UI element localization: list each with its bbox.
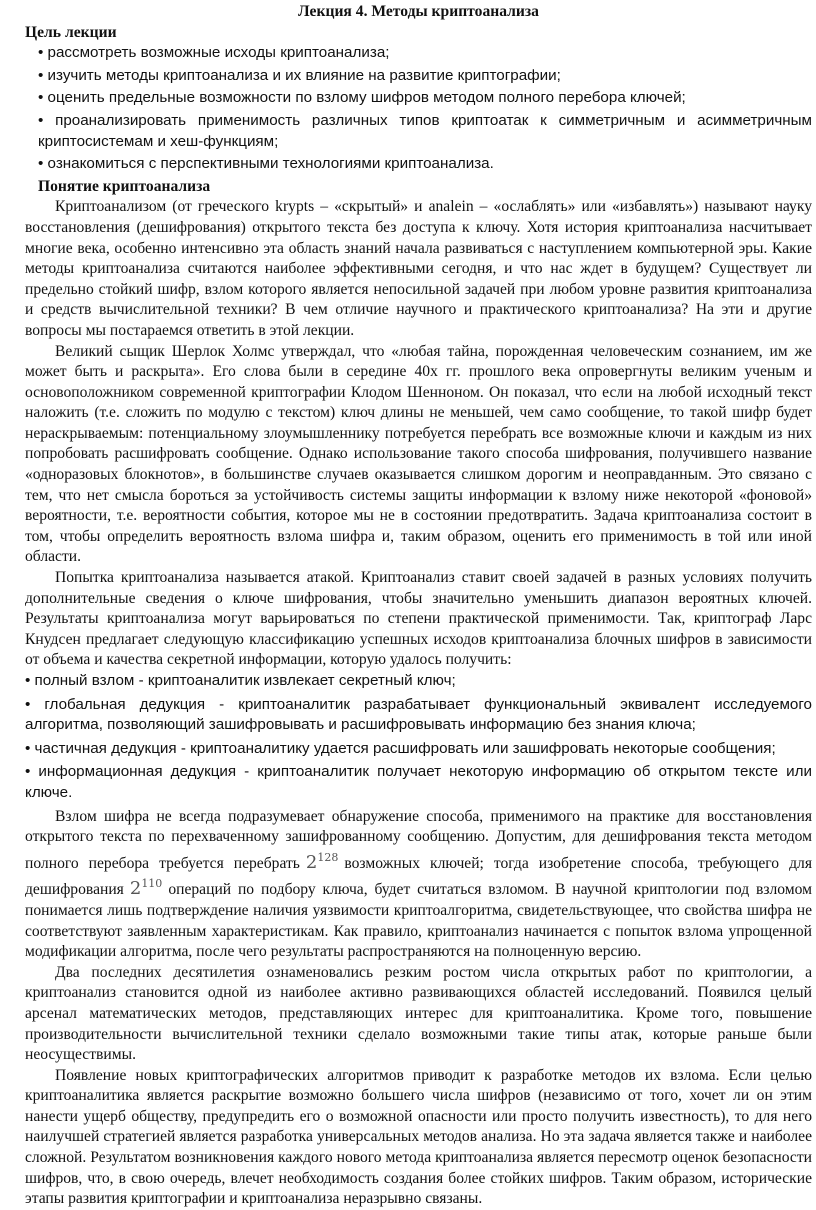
breaking-text-b: возможных ключей; тогда изобретение способа, требующего для дешифрования — [25, 854, 812, 899]
outcome-item: • частичная дедукция - криптоаналитику удается расшифровать или зашифровать некоторые сообщения; — [25, 739, 776, 757]
outcome-item: • полный взлом - криптоаналитик извлекает секретный ключ; — [25, 672, 456, 689]
goal-item: • оценить предельные возможности по взлому шифров методом полного перебора ключей; — [38, 89, 686, 107]
paragraph-recent-decades: Два последних десятилетия ознаменовались резким ростом числа открытых работ по криптологии, а криптоанализ становится одной из наиболее активно развивающихся областей исследований. Появился целый арсенал математических методов, представляющих интерес для криптоаналитика. Кроме того, повышение производительности вычислительной техники сделало возможными такие типы атак, которые раньше были неосуществимы. — [25, 963, 812, 1064]
lecture-title: Лекция 4. Методы криптоанализа — [298, 3, 539, 20]
goal-item: • ознакомиться с перспективными технологиями криптоанализа. — [38, 155, 494, 173]
goal-item: • изучить методы криптоанализа и их влияние на развитие криптографии; — [38, 66, 561, 84]
goals-heading: Цель лекции — [25, 23, 117, 41]
paragraph-new-algorithms: Появление новых криптографических алгоритмов приводит к разработке методов их взлома. Если целью криптоаналитика является раскрытие возможно большего числа шифров (независимо от того, хочет ли он этим нанести ущерб обществу, предупредить его о возможной опасности или просто получить известность), то для него наилучшей стратегией является разработка универсальных методов анализа. Но эта задача является также и наиболее сложной. Результатом возникновения каждого нового метода криптоанализа является пересмотр оценок безопасности шифров, что, в свою очередь, влечет необходимость создания более стойких шифров. Таким образом, исторические этапы развития криптографии и криптоанализа неразрывно связаны. — [25, 1066, 812, 1208]
goal-item: • рассмотреть возможные исходы криптоанализа; — [38, 44, 390, 62]
paragraph-holmes: Великий сыщик Шерлок Холмс утверждал, что «любая тайна, порожденная человеческим сознанием, им же может быть и раскрыта». Его слова были в середине 40х гг. прошлого века опровергнуты великим ученым и основоположником современной криптографии Клодом Шенноном. Он показал, что если на любой исходный текст наложить (т.е. сложить по модулю с текстом) ключ длины не меньшей, чем само сообщение, то такой шифр будет нераскрываемым: потенциальному злоумышленнику потребуется перебрать все возможные ключи и каждым из них попробовать расшифровать сообщение. Однако использование такого способа шифрования, получившего название «одноразовых блокнотов», в большинстве случаев оказывается слишком дорогим и неоправданным. Это связано с тем, что нет смысла бороться за устойчивость системы защиты информации к взлому ниже некоторой «фоновой» вероятности, т.е. вероятности события, которое мы не в состоянии предотвратить. Задача криптоанализа состоит в том, чтобы определить вероятность взлома шифра и, таким образом, оценить его применимость в той или иной области. — [25, 342, 812, 566]
goal-item: • проанализировать применимость различных типов криптоатак к симметричным и асимметричным криптосистемам и хеш-функциям; — [38, 111, 812, 150]
breaking-text-a: Взлом шифра не всегда подразумевает обнаружение способа, применимого на практике для восстановления открытого текста по перехваченному зашифрованному сообщению. Допустим, для дешифрования текста методом полного перебора требуется перебрать — [25, 807, 812, 872]
breaking-text-c: операций по подбору ключа, будет считаться взломом. В научной криптологии под взломом понимается лишь подтверждение наличия уязвимости криптоалгоритма, свидетельствующее, что свойства шифра не соответствуют заявленным характеристикам. Как правило, криптоанализ начинается с попыток взлома упрощенной модификации алгоритма, после чего результаты распространяются на полноценную версию. — [25, 881, 812, 961]
formula-2-110: $2^{110}$ — [129, 877, 163, 900]
outcome-item: • глобальная дедукция - криптоаналитик разрабатывает функциональный эквивалент исследуемого алгоритма, позволяющий зашифровывать и расшифровывать информацию без знания ключа; — [25, 695, 812, 734]
paragraph-definition: Криптоанализом (от греческого krypts – «скрытый» и analein – «ослаблять» или «избавлять») называют науку восстановления (дешифрования) открытого текста без доступа к ключу. Хотя история криптоанализа насчитывает многие века, особенно интенсивно эта область знаний начала развиваться с наступлением компьютерной эры. Какие методы криптоанализа считаются наиболее эффективными сегодня, и что нас ждет в будущем? Существует ли предельно стойкий шифр, взлом которого является непосильной задачей при любом уровне развития криптоанализа и средств вычислительной техники? В чем отличие научного и практического криптоанализа? На эти и другие вопросы мы постараемся ответить в этой лекции. — [25, 198, 812, 339]
outcome-item: • информационная дедукция - криптоаналитик получает некоторую информацию об открытом тексте или ключе. — [25, 763, 812, 801]
paragraph-breaking — [25, 807, 812, 963]
formula-2-128: $2^{128}$ — [305, 850, 339, 873]
concept-heading: Понятие криптоанализа — [38, 177, 211, 195]
paragraph-attack: Попытка криптоанализа называется атакой. Криптоанализ ставит своей задачей в разных условиях получить дополнительные сведения о ключе шифрования, чтобы значительно уменьшить диапазон вероятных ключей. Результаты криптоанализа могут варьироваться по степени практической применимости. Так, криптограф Ларс Кнудсен предлагает следующую классификацию успешных исходов криптоанализа блочных шифров в зависимости от объема и качества секретной информации, которую удалось получить: — [25, 569, 812, 669]
goals-list — [25, 43, 812, 175]
outcomes-list — [25, 671, 812, 804]
